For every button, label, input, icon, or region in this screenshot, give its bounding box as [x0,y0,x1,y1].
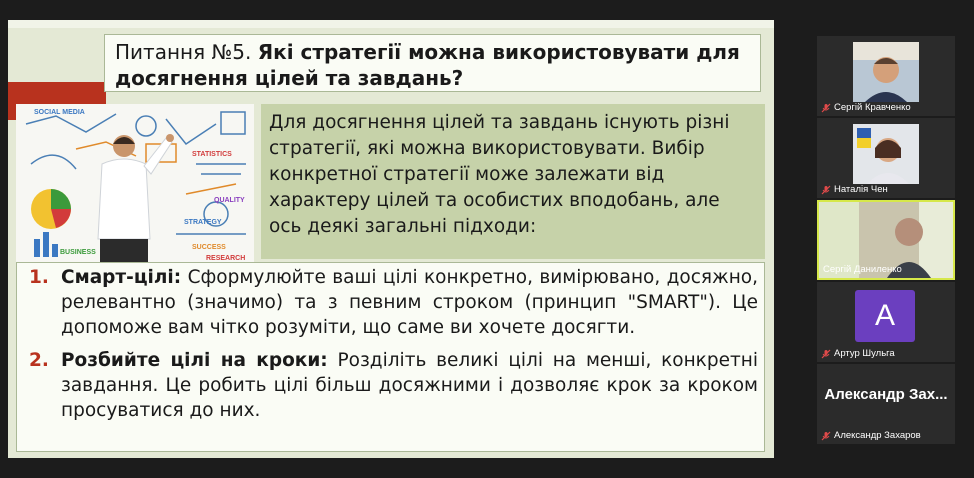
participant-name: Александр Захаров [834,430,921,441]
participant-tile-serhii-danylenko[interactable] [817,200,955,280]
photo-label-business: BUSINESS [60,249,96,256]
photo-label-statistics: STATISTICS [192,151,232,158]
participant-tile-aleksandr-zakharov[interactable] [817,364,955,444]
intro-text [261,104,765,259]
intro-line: ось деякі загальні підходи: [269,216,537,237]
intro-line: Для досягнення цілей та завдань існують різні [269,112,730,133]
participant-name-label [821,102,911,113]
whiteboard-illustration [16,104,254,264]
mic-muted-icon [821,103,831,113]
participant-tile-natalia-chen[interactable] [817,118,955,198]
participant-name: Сергій Кравченко [834,102,911,113]
list-item [29,265,758,340]
list-item [29,348,758,423]
strategies-list [16,262,765,452]
participant-name-label [821,348,895,359]
slide-title-prefix: Питання №5. [115,40,252,64]
participant-name-label [821,184,888,195]
participant-name: Артур Шульга [834,348,895,359]
list-item-text: Сформулюйте ваші цілі конкретно, вимірювано, досяжно, релевантно (значимо) та з певним строком (принцип "SMART"). Це допоможе вам чітко розуміти, що саме ви хочете досягти. [61,267,758,338]
participant-tile-artur-shulha[interactable] [817,282,955,362]
list-item-heading: Смарт-цілі: [61,267,182,288]
mic-muted-icon [821,349,831,359]
list-item-number: 1. [29,267,49,288]
intro-line: стратегії, які можна використовувати. Вибір [269,138,705,159]
list-item-body [61,348,758,423]
mic-muted-icon [821,431,831,441]
participant-name: Наталія Чен [834,184,888,195]
list-item-number: 2. [29,350,49,371]
participant-name: Сергій Даниленко [823,264,902,275]
slide-top-strip [8,20,774,28]
list-item-text: Розділіть великі цілі на менші, конкретні завдання. Це робить цілі більш досяжними і дозволяє крок за кроком просуватися до них. [61,350,758,421]
avatar: А [855,290,915,342]
slide-title-question: Які стратегії можна використовувати для досягнення цілей та завдань? [115,40,740,90]
shared-slide [8,20,774,458]
intro-line: конкретної стратегії може залежати від [269,164,665,185]
photo-label-social-media: SOCIAL MEDIA [34,109,85,116]
slide-title [104,34,761,92]
intro-line: характеру цілей та особистих вподобань, але [269,190,720,211]
photo-label-quality: QUALITY [214,197,245,204]
photo-label-success: SUCCESS [192,244,226,251]
photo-label-strategy: STRATEGY [184,219,222,226]
strategy-whiteboard-photo [16,104,254,264]
participant-name-label [823,264,902,275]
participant-display-title: Александр Зах... [824,386,948,403]
mic-muted-icon [821,185,831,195]
participant-tile-serhii-kravchenko[interactable] [817,36,955,116]
photo-label-research: RESEARCH [206,255,246,262]
list-item-body [61,265,758,340]
participant-name-label [821,430,921,441]
list-item-heading: Розбийте цілі на кроки: [61,350,328,371]
